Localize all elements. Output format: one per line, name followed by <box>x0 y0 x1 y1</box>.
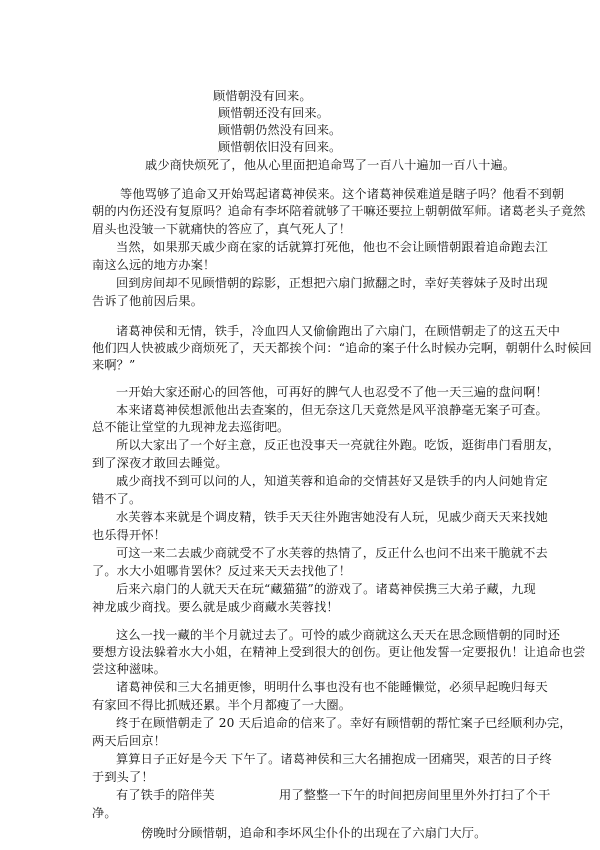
text-line: 诸葛神侯和三大名捕更惨，明明什么事也没有也不能睡懒觉，必须早起晚归每天 <box>116 680 548 694</box>
text-line: 顾惜朝还没有回来。 <box>218 106 330 120</box>
text-line: 南这么远的地方办案！ <box>92 258 216 272</box>
text-line: 水芙蓉本来就是个调皮精，铁手天天往外跑害她没有人玩，见戚少商天天来找她 <box>116 510 548 524</box>
text-line: 两天后回京！ <box>92 734 167 748</box>
text-line: 这么一找一藏的半个月就过去了。可怜的戚少商就这么天天在思念顾惜朝的同时还 <box>116 628 561 642</box>
text-line: 有家回不得比抓贼还累。半个月都瘦了一大圈。 <box>92 698 352 712</box>
text-line: 来啊？” <box>92 358 136 372</box>
text-line: 所以大家出了一个好主意，反正也没事天一亮就往外跑。吃饭，逛街串门看朋友， <box>116 438 561 452</box>
text-line: 要想方设法躲着水大小姐，在精神上受到很大的创伤。更让他发誓一定要报仇！让追命也尝 <box>92 645 586 659</box>
text-line: 戚少商快烦死了，他从心里面把追命骂了一百八十遍加一百八十遍。 <box>145 158 516 172</box>
text-line: 也乐得开怀！ <box>92 528 167 542</box>
text-line: 一开始大家还耐心的回答他，可再好的脾气人也忍受不了他一天三遍的盘问啊！ <box>116 385 548 399</box>
text-line: 傍晚时分顾惜朝，追命和李坏风尘仆仆的出现在了六扇门大厅。 <box>141 826 487 840</box>
text-line: 告诉了他前因后果。 <box>92 294 204 308</box>
text-line: 顾惜朝依旧没有回来。 <box>218 140 342 154</box>
text-line: 有了铁手的陪伴芙 <box>116 788 215 802</box>
text-line: 到了深夜才敢回去睡觉。 <box>92 456 228 470</box>
text-line: 于到头了！ <box>92 770 154 784</box>
text-line: 终于在顾惜朝走了 20 天后追命的信来了。幸好有顾惜朝的帮忙案子已经顺利办完， <box>116 716 572 730</box>
text-line: 眉头也没皱一下就痛快的答应了，真气死人了！ <box>92 222 352 236</box>
text-line: 了。水大小姐哪肯罢休？反过来天天去找他了！ <box>92 564 352 578</box>
text-line: 总不能让堂堂的九现神龙去巡街吧。 <box>92 420 290 434</box>
text-line: 净。 <box>92 806 117 820</box>
text-line: 等他骂够了追命又开始骂起诸葛神侯来。这个诸葛神侯难道是瞎子吗？他看不到朝 <box>120 187 565 201</box>
text-line: 他们四人快被戚少商烦死了，天天都挨个问：“追命的案子什么时候办完啊，朝朝什么时候回 <box>92 341 592 355</box>
text-line: 回到房间却不见顾惜朝的踪影，正想把六扇门掀翻之时，幸好芙蓉妹子及时出现 <box>116 276 548 290</box>
text-line: 当然，如果那天戚少商在家的话就算打死他，他也不会让顾惜朝跟着追命跑去江 <box>116 240 548 254</box>
text-line: 神龙戚少商找。要么就是戚少商藏水芙蓉找！ <box>92 600 339 614</box>
text-line: 戚少商找不到可以问的人，知道芙蓉和追命的交情甚好又是铁手的内人问她肯定 <box>116 474 548 488</box>
text-line: 本来诸葛神侯想派他出去查案的，但无奈这几天竟然是风平浪静毫无案子可查。 <box>116 403 548 417</box>
text-line: 顾惜朝仍然没有回来。 <box>218 123 342 137</box>
text-line: 后来六扇门的人就天天在玩“藏猫猫”的游戏了。诸葛神侯携三大弟子藏，九现 <box>116 582 536 596</box>
text-line: 诸葛神侯和无情，铁手，冷血四人又偷偷跑出了六扇门，在顾惜朝走了的这五天中 <box>116 324 561 338</box>
text-line: 用了整整一下午的时间把房间里里外外打扫了个干 <box>279 788 551 802</box>
text-line: 错不了。 <box>92 492 142 506</box>
text-line: 可这一来二去戚少商就受不了水芙蓉的热情了，反正什么也问不出来干脆就不去 <box>116 546 548 560</box>
text-line: 尝这种滋味。 <box>92 662 167 676</box>
text-line: 算算日子正好是今天 下午了。诸葛神侯和三大名捕抱成一团痛哭，艰苦的日子终 <box>116 752 552 766</box>
text-line: 顾惜朝没有回来。 <box>213 89 312 103</box>
text-line: 朝的内伤还没有复原吗？追命有李坏陪着就够了干嘛还要拉上朝朝做军师。诸葛老头子竟然 <box>92 204 586 218</box>
